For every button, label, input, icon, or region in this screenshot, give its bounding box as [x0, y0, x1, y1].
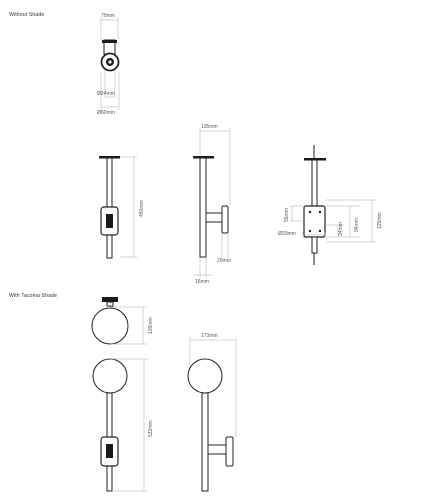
dim-135mm-side: 135mm [201, 124, 218, 130]
shade-front-view [93, 359, 154, 491]
without-shade-heading: Without Shade [9, 12, 45, 18]
dim-20mm: 20mm [217, 258, 231, 264]
dim-135mm-shade: 135mm [148, 317, 154, 334]
dim-60mm: Ø60mm [97, 110, 115, 116]
dim-125mm: 125mm [377, 212, 383, 229]
dim-94mm: 94mm [354, 218, 360, 232]
dim-173mm: 173mm [201, 333, 218, 339]
dim-20mm-dia: Ø20mm [278, 231, 296, 237]
dim-55mm: 55mm [284, 208, 290, 222]
top-view [97, 13, 119, 116]
dim-70mm: 70mm [101, 13, 115, 19]
front-view [99, 156, 145, 258]
dim-24mm: Ø24mm [97, 91, 115, 97]
side-view [193, 124, 231, 285]
shade-top-view [92, 297, 154, 344]
dim-532mm: 532mm [148, 420, 154, 437]
dim-450mm: 450mm [139, 200, 145, 217]
shade-side-view [188, 333, 236, 491]
dim-34mm: 34mm [338, 222, 344, 236]
with-shade-heading: With Tacoma Shade [9, 293, 58, 299]
dim-16mm: 16mm [195, 279, 209, 285]
back-view [278, 145, 383, 265]
